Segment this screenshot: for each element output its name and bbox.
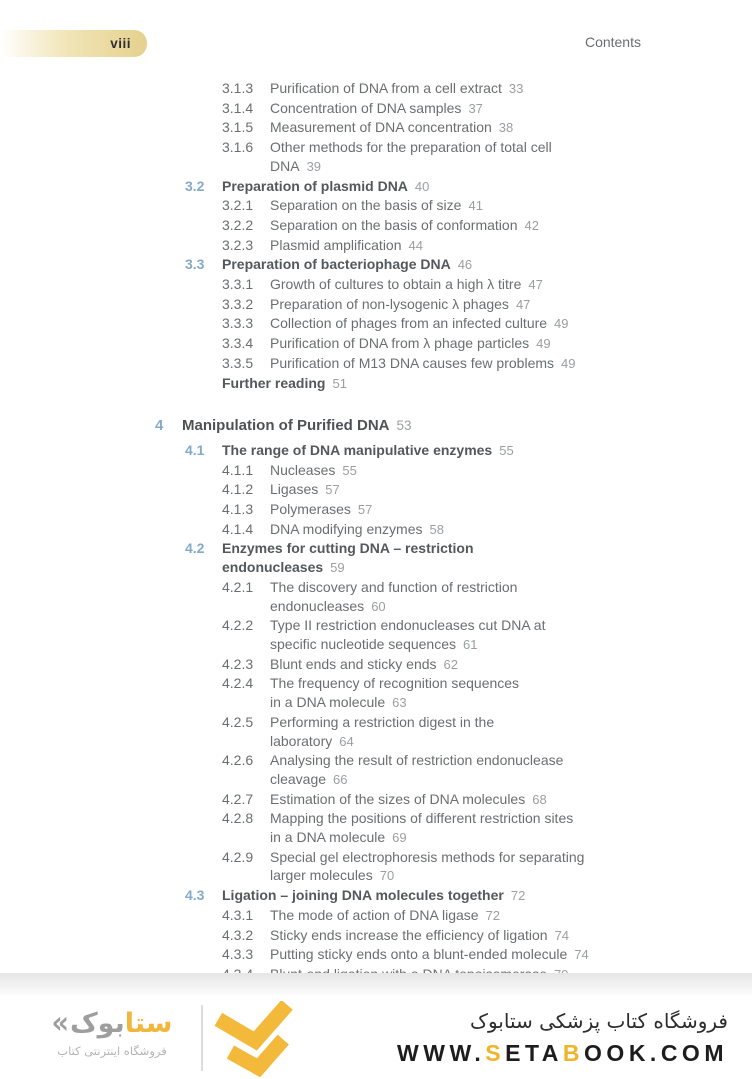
toc-section-number: 3.1.4 — [222, 99, 254, 116]
toc-page-number: 33 — [508, 81, 524, 96]
toc-entry-title: Analysing the result of restriction endonuclease — [270, 752, 564, 769]
toc-page-number: 64 — [339, 733, 354, 749]
toc-entry — [0, 177, 752, 197]
toc-line — [0, 674, 752, 693]
toc-page-number: 58 — [429, 521, 444, 537]
toc-entry — [0, 906, 752, 926]
toc-page-number: 49 — [561, 355, 576, 371]
toc-entry-title: Preparation of bacteriophage DNA — [222, 256, 451, 273]
toc-entry — [0, 255, 752, 275]
toc-entry — [0, 674, 752, 712]
toc-line — [0, 138, 752, 157]
toc-line — [0, 255, 752, 275]
toc-section-number: 4.3 — [185, 887, 205, 904]
footer-brand-text — [397, 1009, 728, 1067]
toc-entry-title: DNA — [270, 157, 300, 174]
url-segment: WWW. — [397, 1040, 486, 1066]
table-of-contents — [0, 79, 752, 1004]
toc-entry-title: Purification of M13 DNA causes few problems — [270, 354, 555, 371]
toc-section-number: 3.1.6 — [222, 139, 254, 156]
toc-section-number: 3.3 — [185, 256, 205, 273]
toc-entry — [0, 713, 752, 751]
toc-entry — [0, 354, 752, 374]
toc-line — [0, 500, 752, 520]
toc-line — [0, 79, 752, 99]
toc-section-number: 4.1.2 — [222, 481, 254, 498]
toc-line — [0, 461, 752, 481]
toc-line — [0, 906, 752, 926]
toc-page-number: 41 — [468, 198, 483, 214]
toc-section-number: 4.2.9 — [222, 848, 254, 865]
toc-entry — [0, 790, 752, 810]
toc-section-number: 4.2.7 — [222, 790, 254, 807]
url-segment: B — [562, 1040, 585, 1066]
toc-line — [0, 118, 752, 138]
toc-page-number: 37 — [468, 100, 483, 116]
toc-page-number: 59 — [330, 560, 345, 576]
toc-page-number: 61 — [463, 636, 478, 652]
toc-line — [0, 616, 752, 635]
toc-entry — [0, 461, 752, 481]
wordmark-part-gray: بوک — [70, 1008, 125, 1039]
toc-section-number: 4.1.4 — [222, 520, 254, 537]
toc-line — [0, 945, 752, 965]
toc-line — [0, 275, 752, 295]
toc-entry-title: Measurement of DNA concentration — [270, 119, 492, 136]
toc-section-number: 3.2.1 — [222, 197, 254, 214]
toc-entry — [0, 99, 752, 119]
toc-entry — [0, 334, 752, 354]
toc-line — [0, 926, 752, 946]
toc-entry-title: The range of DNA manipulative enzymes — [222, 441, 493, 458]
toc-line — [0, 314, 752, 334]
toc-entry-title: Ligation – joining DNA molecules together — [222, 887, 504, 904]
toc-entry-title: Purification of DNA from a cell extract — [270, 80, 502, 96]
toc-page-number: 40 — [414, 178, 430, 194]
toc-entry-title: Type II restriction endonucleases cut DNA at — [270, 617, 546, 634]
toc-page-number: 72 — [510, 888, 526, 904]
toc-section-number: 3.2.2 — [222, 216, 254, 233]
toc-entry-title: cleavage — [270, 770, 327, 787]
toc-entry — [0, 138, 752, 176]
toc-section-number: 3.3.3 — [222, 315, 254, 332]
toc-section-number: 4.1 — [185, 441, 205, 458]
toc-section-number: 4.2.4 — [222, 675, 254, 692]
setabook-logo — [28, 1005, 196, 1058]
toc-line — [0, 886, 752, 906]
toc-entry — [0, 480, 752, 500]
toc-entry — [0, 441, 752, 461]
toc-section-number: 3.2 — [185, 177, 205, 194]
toc-section-number: 3.1.3 — [222, 80, 254, 96]
toc-line — [0, 334, 752, 354]
toc-line — [0, 374, 752, 394]
url-segment: ETA — [505, 1040, 563, 1066]
toc-line — [0, 539, 752, 558]
toc-entry — [0, 275, 752, 295]
page-number-badge — [0, 30, 147, 57]
toc-page-number: 49 — [554, 316, 569, 332]
toc-entry — [0, 886, 752, 906]
toc-line — [0, 417, 752, 436]
toc-page-number: 68 — [532, 791, 547, 807]
toc-section-number: 3.2.3 — [222, 236, 254, 253]
toc-entry-title: Estimation of the sizes of DNA molecules — [270, 790, 526, 807]
toc-entry-title: Sticky ends increase the efficiency of ligation — [270, 926, 548, 943]
toc-page-number: 63 — [392, 695, 407, 711]
toc-page-number: 55 — [499, 442, 514, 458]
toc-entry — [0, 539, 752, 577]
toc-line — [0, 693, 752, 713]
toc-section-number: 3.3.4 — [222, 335, 254, 352]
website-url — [397, 1040, 728, 1067]
toc-line — [0, 770, 752, 790]
toc-page-number: 47 — [528, 277, 543, 293]
toc-entry — [0, 751, 752, 789]
toc-section-number: 4 — [155, 417, 164, 435]
toc-page-number: 55 — [342, 462, 357, 478]
toc-entry-title: Polymerases — [270, 501, 351, 518]
wordmark-part-yellow: ستا — [124, 1008, 173, 1039]
toc-line — [0, 520, 752, 540]
toc-section-number: 3.1.5 — [222, 119, 254, 136]
toc-page-number: 49 — [536, 336, 551, 352]
toc-page-number: 70 — [379, 868, 395, 884]
toc-page-number: 60 — [371, 598, 386, 614]
toc-entry — [0, 945, 752, 965]
toc-line — [0, 751, 752, 770]
toc-entry-title: Separation on the basis of conformation — [270, 216, 518, 233]
toc-section-number: 4.1.1 — [222, 461, 254, 478]
toc-section-number: 4.2.8 — [222, 810, 254, 827]
toc-entry-title: Special gel electrophoresis methods for separating — [270, 848, 585, 865]
toc-section-number: 4.2.2 — [222, 617, 254, 634]
toc-entry — [0, 216, 752, 236]
toc-entry-title: in a DNA molecule — [270, 694, 386, 711]
double-chevron-left-glyph: « — [51, 1005, 69, 1042]
toc-line — [0, 196, 752, 216]
toc-section-number: 4.2.5 — [222, 713, 254, 730]
toc-page-number: 47 — [515, 296, 531, 312]
toc-section-number: 4.2.3 — [222, 655, 254, 672]
toc-line — [0, 848, 752, 867]
toc-page-number: 66 — [333, 771, 348, 787]
toc-line — [0, 866, 752, 886]
toc-entry-title: Enzymes for cutting DNA – restriction — [222, 540, 474, 557]
toc-page-number: 57 — [357, 502, 373, 518]
toc-entry — [0, 236, 752, 256]
footer-divider — [201, 1005, 203, 1071]
toc-page-number: 74 — [554, 927, 570, 943]
toc-entry-title: Ligases — [270, 481, 319, 498]
toc-entry-title: Nucleases — [270, 461, 336, 478]
toc-entry-title: The discovery and function of restriction — [270, 578, 518, 595]
toc-page-number: 39 — [306, 158, 322, 174]
toc-section-number: 4.3.1 — [222, 906, 254, 923]
toc-page-number: 42 — [524, 217, 539, 233]
toc-line — [0, 441, 752, 461]
toc-entry-title: Collection of phages from an infected culture — [270, 315, 548, 332]
toc-line — [0, 177, 752, 197]
toc-entry-title: specific nucleotide sequences — [270, 635, 457, 652]
toc-entry-title: laboratory — [270, 732, 333, 749]
toc-section-number: 3.3.1 — [222, 276, 254, 293]
toc-entry-title: The mode of action of DNA ligase — [270, 906, 479, 923]
toc-entry-title: Other methods for the preparation of total cell — [270, 139, 552, 156]
toc-page-number: 57 — [325, 482, 340, 498]
toc-entry — [0, 417, 752, 436]
toc-page-number: 69 — [392, 830, 407, 846]
toc-page-number: 38 — [498, 120, 514, 136]
toc-entry — [0, 926, 752, 946]
toc-entry-title: Separation on the basis of size — [270, 197, 462, 214]
toc-entry — [0, 314, 752, 334]
page-edge-shadow — [0, 973, 752, 995]
toc-entry-title: DNA modifying enzymes — [270, 520, 423, 537]
toc-entry-title: The frequency of recognition sequences — [270, 675, 520, 692]
toc-line — [0, 655, 752, 675]
toc-page-number: 74 — [574, 947, 589, 963]
toc-line — [0, 790, 752, 810]
toc-line — [0, 236, 752, 256]
toc-entry — [0, 79, 752, 99]
logo-subtitle: فروشگاه اینترنتی کتاب — [57, 1043, 167, 1058]
toc-section-number: 3.3.2 — [222, 295, 254, 312]
toc-section-number: 4.3.3 — [222, 946, 254, 963]
toc-section-number: 3.3.5 — [222, 354, 254, 371]
toc-entry-title: in a DNA molecule — [270, 829, 386, 846]
toc-entry — [0, 655, 752, 675]
toc-entry — [0, 500, 752, 520]
toc-entry-title: Preparation of non-lysogenic λ phages — [270, 295, 509, 312]
toc-line — [0, 480, 752, 500]
toc-line — [0, 558, 752, 578]
toc-entry-title: Purification of DNA from λ phage particles — [270, 335, 530, 352]
toc-line — [0, 713, 752, 732]
toc-page-number: 53 — [396, 418, 412, 434]
toc-section-number: 4.3.2 — [222, 926, 254, 943]
footer-watermark — [0, 995, 752, 1079]
toc-entry-title: Concentration of DNA samples — [270, 99, 462, 116]
toc-page-number: 72 — [485, 907, 501, 923]
toc-line — [0, 828, 752, 848]
toc-entry-title: Mapping the positions of different restriction sites — [270, 810, 574, 827]
toc-entry — [0, 520, 752, 540]
toc-page-number: 46 — [457, 257, 473, 273]
toc-line — [0, 99, 752, 119]
toc-page-number: 44 — [408, 237, 423, 253]
toc-entry-title: Preparation of plasmid DNA — [222, 177, 408, 194]
toc-entry — [0, 118, 752, 138]
toc-line — [0, 216, 752, 236]
setabook-chevron-icon — [212, 1001, 298, 1077]
toc-entry — [0, 616, 752, 654]
toc-entry-title: Putting sticky ends onto a blunt-ended molecule — [270, 946, 568, 963]
toc-section-number: 4.1.3 — [222, 501, 254, 518]
toc-entry-title: Manipulation of Purified DNA — [182, 417, 390, 435]
toc-page-number: 62 — [443, 656, 459, 672]
toc-line — [0, 157, 752, 177]
toc-section-number: 4.2.1 — [222, 578, 254, 595]
toc-entry-title: Blunt ends and sticky ends — [270, 655, 437, 672]
running-header: Contents — [584, 34, 641, 50]
toc-entry-title: Plasmid amplification — [270, 236, 402, 253]
toc-line — [0, 295, 752, 315]
toc-entry-title: Further reading — [222, 374, 326, 391]
toc-entry-title: endonucleases — [270, 597, 365, 614]
toc-line — [0, 635, 752, 655]
toc-line — [0, 597, 752, 617]
toc-entry — [0, 374, 752, 394]
toc-line — [0, 354, 752, 374]
url-segment: OOK.COM — [584, 1040, 728, 1066]
toc-entry — [0, 196, 752, 216]
toc-entry — [0, 809, 752, 847]
toc-section-number: 4.2.6 — [222, 752, 254, 769]
toc-page-number: 51 — [332, 375, 347, 391]
toc-entry — [0, 295, 752, 315]
toc-line — [0, 578, 752, 597]
toc-section-number: 4.2 — [185, 540, 205, 557]
toc-entry-title: Performing a restriction digest in the — [270, 713, 495, 730]
toc-entry-title: endonucleases — [222, 559, 324, 576]
toc-entry-title: Growth of cultures to obtain a high λ titre — [270, 276, 522, 293]
brand-title-farsi: فروشگاه کتاب پزشکی ستابوک — [470, 1009, 728, 1033]
toc-line — [0, 732, 752, 752]
toc-line — [0, 809, 752, 828]
page-number: viii — [110, 36, 131, 51]
url-segment: S — [485, 1040, 506, 1066]
toc-entry — [0, 578, 752, 616]
toc-entry-title: larger molecules — [270, 867, 373, 884]
toc-entry — [0, 848, 752, 886]
setabook-wordmark — [28, 1005, 196, 1043]
